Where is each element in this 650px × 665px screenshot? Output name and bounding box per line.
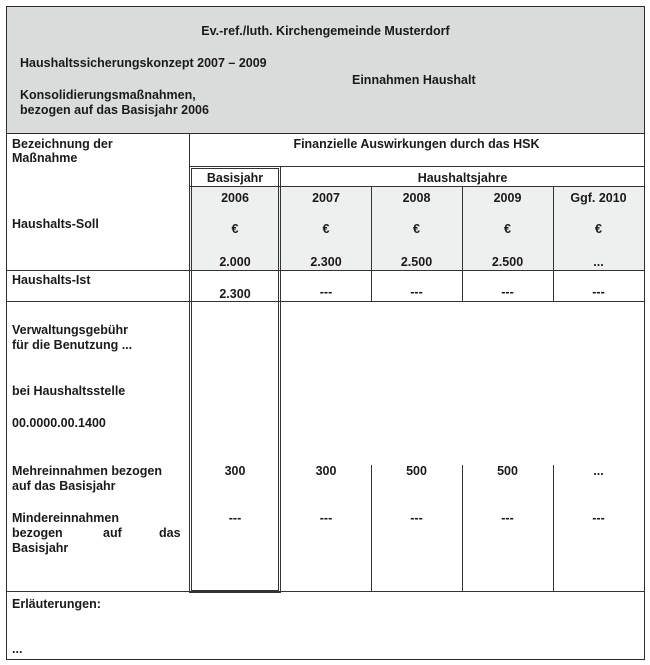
ist-label: Haushalts-Ist — [12, 273, 91, 287]
base-year-header: Basisjahr — [206, 171, 264, 185]
currency-symbol: € — [595, 222, 602, 236]
currency-symbol: € — [231, 222, 239, 236]
ist-value: --- — [592, 285, 605, 299]
less-income-value: --- — [592, 511, 605, 525]
year-header: Ggf. 2010 — [570, 191, 627, 205]
effects-header: Finanzielle Auswirkungen durch das HSK — [293, 137, 540, 151]
less-income-label-line-3: Basisjahr — [12, 541, 69, 555]
budget-years-header: Haushaltsjahre — [417, 171, 508, 185]
less-income-value: --- — [501, 511, 514, 525]
less-income-label-word-1: bezogen — [12, 526, 63, 540]
less-income-label-word-3: das — [159, 526, 181, 540]
less-income-label-word-2: auf — [103, 526, 122, 540]
less-income-value: --- — [228, 511, 242, 525]
fee-description-line-2: für die Benutzung ... — [12, 338, 133, 352]
more-income-label-line-1: Mehreinnahmen bezogen — [12, 464, 163, 478]
year-header: 2008 — [402, 191, 431, 205]
organization-title: Ev.-ref./luth. Kirchengemeinde Musterdorf — [201, 24, 450, 38]
concept-title: Haushaltssicherungskonzept 2007 – 2009 — [20, 56, 267, 70]
more-income-value: 500 — [406, 464, 427, 478]
year-header: 2006 — [221, 191, 249, 205]
more-income-value: ... — [593, 464, 604, 478]
income-title: Einnahmen Haushalt — [352, 73, 476, 87]
less-income-label-line-1: Mindereinnahmen — [12, 511, 119, 525]
less-income-value: --- — [319, 511, 333, 525]
notes-label: Erläuterungen: — [12, 597, 101, 611]
ist-value: --- — [410, 285, 423, 299]
soll-value: 2.300 — [310, 255, 342, 269]
grid-line — [553, 465, 554, 591]
soll-value: 2.500 — [491, 255, 524, 269]
grid-line — [7, 270, 644, 271]
more-income-value: 300 — [224, 464, 246, 478]
year-header: 2009 — [493, 191, 522, 205]
more-income-label-line-2: auf das Basisjahr — [12, 479, 116, 493]
soll-value: 2.500 — [400, 255, 433, 269]
ist-value: --- — [501, 285, 514, 299]
budget-line-label: bei Haushaltsstelle — [12, 384, 126, 398]
fee-description-line-1: Verwaltungsgebühr — [12, 323, 128, 337]
notes-value: ... — [12, 642, 23, 656]
more-income-value: 300 — [315, 464, 337, 478]
grid-line — [371, 465, 372, 591]
measure-column-header-line-1: Bezeichnung der — [12, 137, 113, 151]
year-header: 2007 — [312, 191, 340, 205]
measure-column-header-line-2: Maßnahme — [12, 151, 78, 165]
currency-symbol: € — [504, 222, 511, 236]
ist-value: 2.300 — [219, 287, 251, 301]
grid-line — [7, 301, 644, 302]
grid-line — [7, 591, 644, 592]
measures-line-2: bezogen auf das Basisjahr 2006 — [20, 103, 209, 117]
ist-value: --- — [319, 285, 333, 299]
currency-symbol: € — [322, 222, 330, 236]
grid-line — [462, 465, 463, 591]
soll-label: Haushalts-Soll — [12, 217, 99, 231]
budget-line-number: 00.0000.00.1400 — [12, 416, 106, 430]
more-income-value: 500 — [497, 464, 518, 478]
measures-line-1: Konsolidierungsmaßnahmen, — [20, 88, 196, 102]
less-income-value: --- — [410, 511, 423, 525]
soll-value: ... — [593, 255, 604, 269]
soll-value: 2.000 — [219, 255, 251, 269]
currency-symbol: € — [413, 222, 420, 236]
